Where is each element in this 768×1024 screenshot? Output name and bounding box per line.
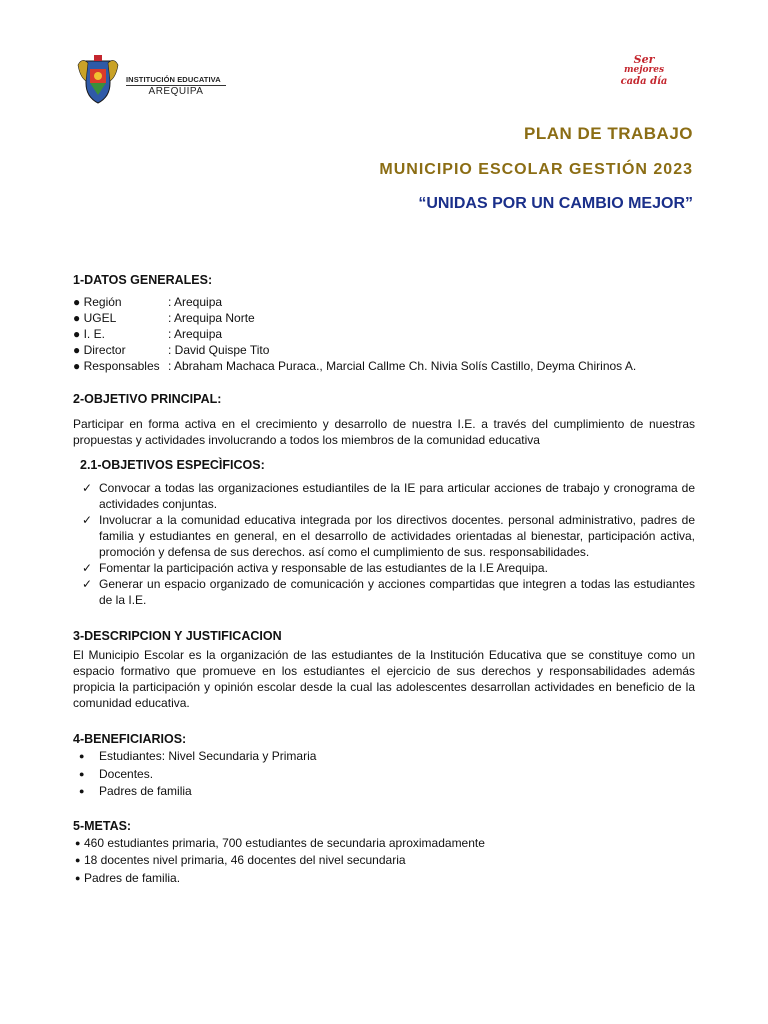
datos-label: ● Director [73,343,126,357]
list-item: ● 460 estudiantes primaria, 700 estudiantes de secundaria aproximadamente [73,835,695,853]
coat-of-arms-icon [76,55,120,105]
datos-row [73,310,695,326]
list-item: ● Docentes. [73,766,695,784]
datos-value: : Arequipa [168,327,223,341]
datos-value: : Abraham Machaca Puraca., Marcial Callme Ch. Nivia Solís Castillo, Deyma Chirinos A. [168,359,637,373]
objetivo-principal-text: Participar en forma activa en el crecimiento y desarrollo de nuestra I.E. a través del cumplimiento de nuestras propuestas y actividades involucrando a todos los miembros de la comunidad educativa [73,417,695,447]
list-item: ✓ Convocar a todas las organizaciones estudiantiles de la IE para articular acciones de trabajo y cronograma de actividades conjuntas. [82,481,695,511]
datos-row [73,294,695,310]
checkmark-icon: ✓ [82,577,93,591]
datos-row [73,326,695,342]
document-body [73,272,695,887]
section-heading-objetivos-especificos: 2.1-OBJETIVOS ESPECÌFICOS: [80,458,265,472]
bullet-icon: ● [79,786,85,796]
section-heading-objetivo-principal: 2-OBJETIVO PRINCIPAL: [73,392,222,406]
institution-logo [76,55,236,105]
list-item: ✓ Fomentar la participación activa y responsable de las estudiantes de la I.E Arequipa. [82,561,548,575]
title-block [379,124,693,213]
checkmark-icon: ✓ [82,513,93,527]
datos-label: ● UGEL [73,311,117,325]
list-item: ✓ Involucrar a la comunidad educativa integrada por los directivos docentes. personal administrativo, padres de familia y estudiantes en general, en el desarrollo de actividades orientadas al bienestar, participación activa, promoción y defensa de sus derechos. así como el cumplimiento de sus. responsabilidades. [82,513,695,559]
institution-name-line2: AREQUIPA [148,86,204,97]
list-item: ● 18 docentes nivel primaria, 46 docentes del nivel secundaria [73,852,695,870]
metas-list [73,835,695,888]
datos-generales-list [73,294,695,374]
beneficiarios-list [73,748,695,801]
checkmark-icon: ✓ [82,481,93,495]
slogan-line3: cada día [620,76,668,87]
objetivos-especificos-list [73,480,695,608]
list-item: ● Estudiantes: Nivel Secundaria y Primaria [73,748,695,766]
list-item: ● Padres de familia [73,783,695,801]
section-heading-descripcion: 3-DESCRIPCION Y JUSTIFICACION [73,629,282,643]
bullet-icon: ● [79,768,85,779]
municipio-title: MUNICIPIO ESCOLAR GESTIÓN 2023 [379,161,693,178]
bullet-icon: ● [79,751,85,761]
descripcion-text: El Municipio Escolar es la organización de las estudiantes de la Institución Educativa que se constituye como un espacio formativo que promueve en los estudiantes el ejercicio de sus derechos y responsabilidades además propicia la participación y opinión escolar desde la cual las adolescentes desarrollan actividades en beneficio de la comunidad educativa. [73,648,695,710]
slogan-logo [614,54,674,87]
bullet-icon: ● [75,872,81,883]
section-heading-datos-generales: 1-DATOS GENERALES: [73,273,213,287]
slogan-line2: mejores [623,65,665,75]
datos-row [73,358,695,374]
bullet-icon: ● [75,837,81,848]
datos-label: ● Región [73,295,122,309]
plan-title: PLAN DE TRABAJO [523,124,693,143]
datos-row [73,342,695,358]
slogan-line1: Ser [633,53,655,66]
section-heading-metas: 5-METAS: [73,818,132,833]
institution-name-line1: INSTITUCIÓN EDUCATIVA [126,75,226,86]
datos-label: ● Responsables [73,359,160,373]
datos-value: : Arequipa Norte [168,311,255,325]
section-heading-beneficiarios: 4-BENEFICIARIOS: [73,732,187,746]
lema-title: “UNIDAS POR UN CAMBIO MEJOR” [418,195,693,212]
checkmark-icon: ✓ [82,561,93,575]
datos-value: : Arequipa [168,295,223,309]
bullet-icon: ● [75,855,81,865]
list-item: ● Padres de familia. [73,870,695,888]
datos-label: ● I. E. [73,327,105,341]
datos-value: : David Quispe Tito [168,343,270,357]
list-item: ✓ Generar un espacio organizado de comunicación y acciones compartidas que integren a todas las estudiantes de la I.E. [82,577,695,607]
